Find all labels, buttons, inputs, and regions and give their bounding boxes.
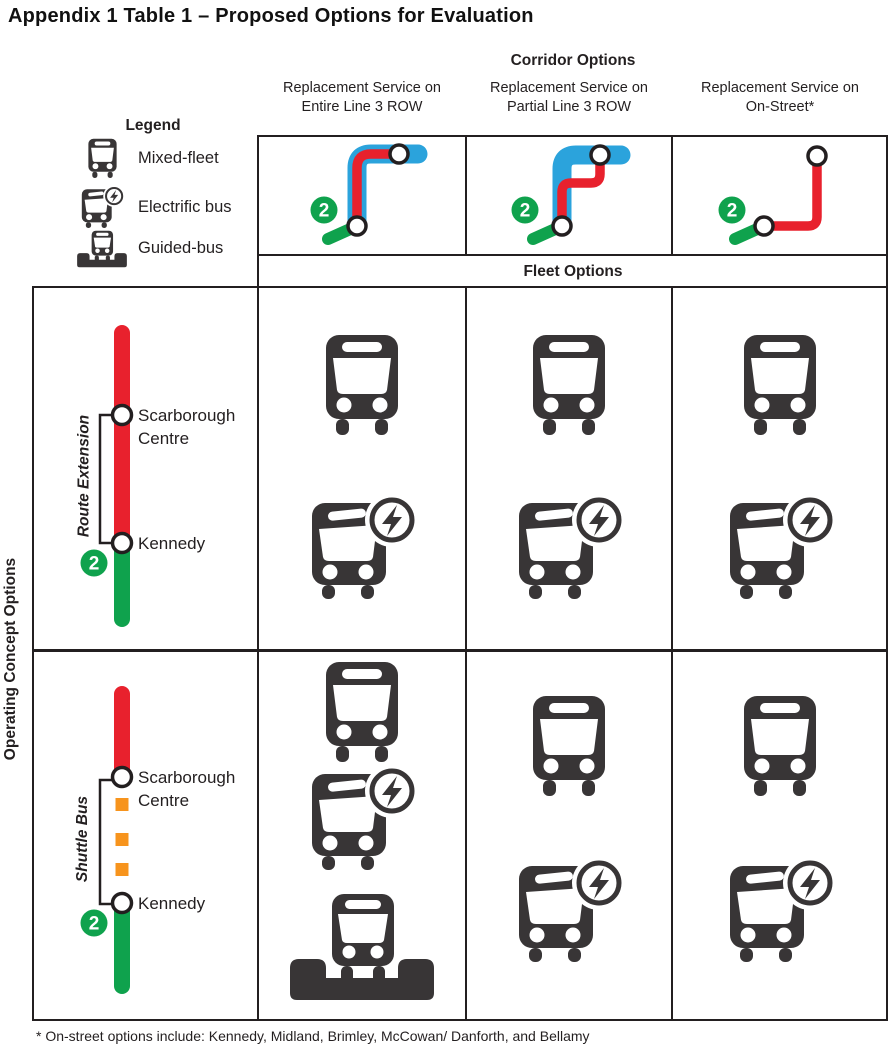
- bracket: [100, 415, 112, 543]
- station-label-centre: Centre: [138, 429, 190, 448]
- electric-bus-icon: [80, 186, 124, 228]
- column-header-line1: Replacement Service on: [701, 80, 859, 96]
- fleet-options-header: Fleet Options: [523, 263, 623, 280]
- station-dot: [755, 217, 773, 235]
- station-dot: [348, 217, 366, 235]
- corridor-options-header: Corridor Options: [510, 52, 636, 69]
- guided-bus-icon: [287, 892, 437, 1002]
- station-dot: [390, 145, 408, 163]
- bracket: [100, 780, 112, 904]
- cell-shuttle-bus-on-street: [673, 652, 886, 1056]
- page-title: Appendix 1 Table 1 – Proposed Options for Evaluation: [8, 5, 534, 27]
- cell-route-extension-entire-row: [259, 289, 465, 691]
- column-header-on-street: [672, 79, 888, 117]
- line2-badge-number: 2: [88, 553, 100, 575]
- station-dot: [808, 147, 826, 165]
- station-dot: [591, 146, 609, 164]
- legend-label-guided-bus: Guided-bus: [138, 239, 224, 257]
- route-extension-diagram: [32, 287, 258, 649]
- station-label-kennedy: Kennedy: [138, 534, 206, 553]
- shuttle-bus-label: Shuttle Bus: [74, 795, 91, 883]
- column-header-partial-row: [466, 79, 672, 117]
- mixed-fleet-icon: [738, 333, 822, 435]
- station-dot: [553, 217, 571, 235]
- station-label-scarborough: Scarborough: [138, 406, 236, 425]
- station-label-kennedy: Kennedy: [138, 894, 206, 913]
- corridor-diagram-entire-row: [258, 135, 466, 255]
- station-label-scarborough: Scarborough: [138, 768, 236, 787]
- operating-concept-options-label: Operating Concept Options: [2, 557, 19, 761]
- electric-bus-icon: [726, 495, 834, 599]
- corridor-diagram-partial-row: [466, 135, 672, 255]
- shuttle-bus-diagram: [32, 650, 258, 1019]
- station-label-centre: Centre: [138, 791, 190, 810]
- mixed-fleet-bus-icon: [86, 138, 119, 178]
- electric-bus-icon: [726, 858, 834, 962]
- line2-badge-number: 2: [726, 200, 738, 222]
- corridor-diagram-on-street: [672, 135, 888, 255]
- column-header-line2: Entire Line 3 ROW: [301, 99, 423, 115]
- shuttle-dash: [116, 833, 129, 846]
- electric-bus-icon: [308, 495, 416, 599]
- cell-shuttle-bus-entire-row: [259, 652, 465, 1017]
- shuttle-dash: [116, 863, 129, 876]
- legend-title: Legend: [125, 117, 181, 134]
- column-header-line2: Partial Line 3 ROW: [506, 99, 632, 115]
- line2-badge-number: 2: [88, 913, 100, 935]
- mixed-fleet-icon: [320, 660, 404, 762]
- route-extension-label: Route Extension: [75, 414, 93, 538]
- cell-shuttle-bus-partial-row: [467, 652, 671, 1056]
- electric-bus-icon: [308, 766, 416, 870]
- line2-badge-number: 2: [318, 200, 330, 222]
- station-dot-kennedy: [113, 894, 132, 913]
- mixed-fleet-icon: [738, 694, 822, 796]
- mixed-fleet-icon: [320, 333, 404, 435]
- legend-label-electric-bus: Electrific bus: [138, 198, 232, 216]
- cell-route-extension-on-street: [673, 289, 886, 691]
- legend-label-mixed-fleet: Mixed-fleet: [138, 149, 219, 167]
- electric-bus-icon: [515, 858, 623, 962]
- cell-route-extension-partial-row: [467, 289, 671, 691]
- station-dot-scarborough-centre: [113, 406, 132, 425]
- line2-badge-number: 2: [519, 200, 531, 222]
- guided-bus-icon: [76, 230, 128, 268]
- column-header-line1: Replacement Service on: [283, 80, 441, 96]
- column-header-entire-row: [258, 79, 466, 117]
- shuttle-dash: [116, 798, 129, 811]
- station-dot-kennedy: [113, 534, 132, 553]
- column-header-line2: On-Street*: [745, 99, 815, 115]
- station-dot-scarborough-centre: [113, 768, 132, 787]
- footnote: * On-street options include: Kennedy, Midland, Brimley, McCowan/ Danforth, and Bellamy: [36, 1028, 590, 1044]
- column-header-line1: Replacement Service on: [490, 80, 648, 96]
- mixed-fleet-icon: [527, 333, 611, 435]
- electric-bus-icon: [515, 495, 623, 599]
- mixed-fleet-icon: [527, 694, 611, 796]
